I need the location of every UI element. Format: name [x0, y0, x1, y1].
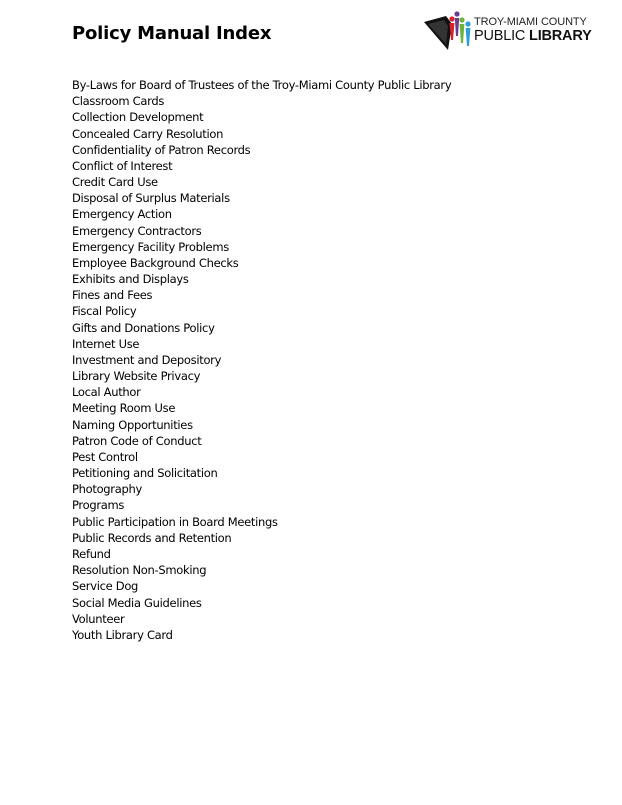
policy-item-gifts-donations[interactable]: Gifts and Donations Policy: [72, 320, 215, 335]
logo-text: [474, 17, 592, 44]
logo-figure-red-body: [450, 23, 455, 40]
policy-item-refund[interactable]: Refund: [72, 546, 111, 561]
policy-item-internet-use[interactable]: Internet Use: [72, 336, 140, 351]
policy-item-public-records[interactable]: Public Records and Retention: [72, 530, 232, 545]
policy-item-fines-fees[interactable]: Fines and Fees: [72, 288, 153, 303]
policy-item-background-checks[interactable]: Employee Background Checks: [72, 255, 239, 270]
policy-item-volunteer[interactable]: Volunteer: [72, 611, 125, 626]
logo-public-word: PUBLIC: [474, 28, 526, 44]
policy-item-programs[interactable]: Programs: [72, 498, 125, 513]
policy-index-list: [72, 77, 451, 643]
policy-item-patron-conduct[interactable]: Patron Code of Conduct: [72, 433, 202, 448]
policy-item-public-participation[interactable]: Public Participation in Board Meetings: [72, 514, 278, 529]
library-logo-icon: [422, 10, 474, 54]
policy-item-bylaws[interactable]: By-Laws for Board of Trustees of the Troy-Miami County Public Library: [72, 78, 452, 92]
page-title: Policy Manual Index: [72, 23, 272, 44]
logo-figure-red-head: [449, 16, 454, 21]
policy-item-exhibits-displays[interactable]: Exhibits and Displays: [72, 272, 189, 287]
policy-item-website-privacy[interactable]: Library Website Privacy: [72, 369, 201, 384]
policy-item-fiscal-policy[interactable]: Fiscal Policy: [72, 304, 137, 319]
logo-figure-green-body: [460, 24, 465, 43]
policy-item-classroom-cards[interactable]: Classroom Cards: [72, 94, 165, 109]
logo-library-word: LIBRARY: [529, 28, 592, 44]
policy-item-disposal-surplus[interactable]: Disposal of Surplus Materials: [72, 191, 230, 206]
policy-item-collection-development[interactable]: Collection Development: [72, 110, 204, 125]
logo-figure-green-head: [459, 17, 464, 22]
policy-item-petitioning[interactable]: Petitioning and Solicitation: [72, 466, 218, 481]
logo-book-page: [428, 20, 448, 44]
policy-item-naming-opportunities[interactable]: Naming Opportunities: [72, 417, 193, 432]
policy-item-concealed-carry[interactable]: Concealed Carry Resolution: [72, 126, 224, 141]
policy-item-conflict-of-interest[interactable]: Conflict of Interest: [72, 158, 173, 173]
logo-figure-blue-head: [465, 21, 470, 26]
policy-item-emergency-contractors[interactable]: Emergency Contractors: [72, 223, 202, 238]
library-logo: [422, 10, 598, 54]
policy-item-confidentiality[interactable]: Confidentiality of Patron Records: [72, 142, 251, 157]
policy-item-credit-card-use[interactable]: Credit Card Use: [72, 175, 158, 190]
logo-figure-purple-body: [455, 18, 459, 36]
policy-item-investment-depository[interactable]: Investment and Depository: [72, 352, 222, 367]
policy-item-social-media[interactable]: Social Media Guidelines: [72, 595, 202, 610]
policy-item-pest-control[interactable]: Pest Control: [72, 449, 138, 464]
policy-item-meeting-room[interactable]: Meeting Room Use: [72, 401, 176, 416]
logo-county-name: TROY-MIAMI COUNTY: [474, 16, 587, 28]
policy-item-non-smoking[interactable]: Resolution Non-Smoking: [72, 563, 207, 578]
policy-item-emergency-facility[interactable]: Emergency Facility Problems: [72, 239, 229, 254]
policy-item-emergency-action[interactable]: Emergency Action: [72, 207, 172, 222]
policy-item-local-author[interactable]: Local Author: [72, 385, 141, 400]
logo-figure-blue-body: [466, 28, 471, 46]
policy-item-youth-library-card[interactable]: Youth Library Card: [72, 627, 173, 642]
policy-item-service-dog[interactable]: Service Dog: [72, 579, 139, 594]
logo-library-name: [474, 28, 592, 44]
policy-item-photography[interactable]: Photography: [72, 482, 142, 497]
logo-figure-purple-head: [454, 11, 459, 16]
